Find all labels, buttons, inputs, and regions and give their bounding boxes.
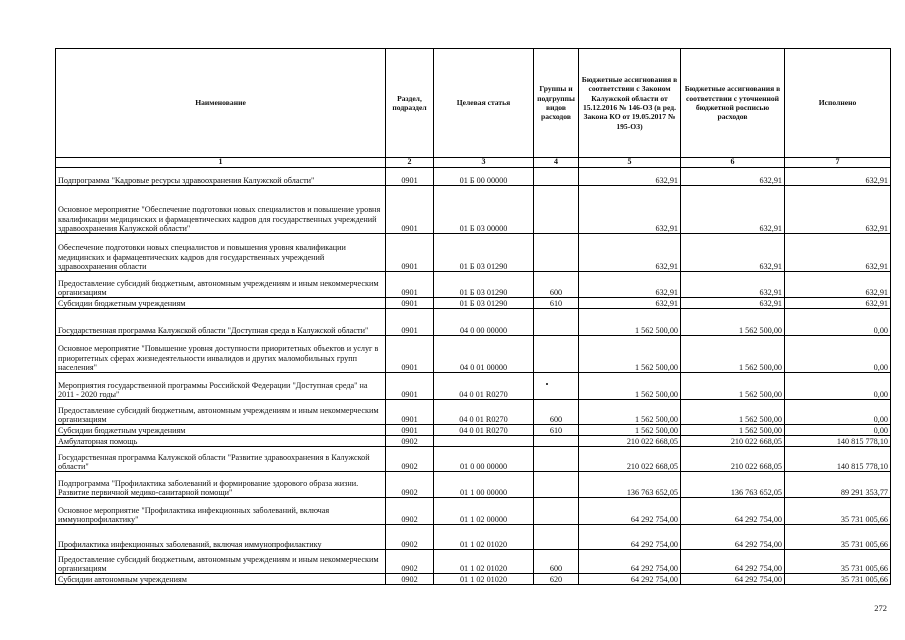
row-group bbox=[534, 309, 579, 336]
row-law-amount: 1 562 500,00 bbox=[579, 336, 681, 373]
row-group bbox=[534, 447, 579, 472]
row-law-amount: 632,91 bbox=[579, 168, 681, 186]
row-executed-amount: 35 731 005,66 bbox=[785, 525, 891, 550]
row-refined-amount: 632,91 bbox=[681, 186, 785, 234]
row-name: Субсидии бюджетным учреждениям bbox=[56, 298, 386, 309]
row-executed-amount: 0,00 bbox=[785, 336, 891, 373]
table-row bbox=[56, 525, 891, 550]
column-number-row bbox=[56, 158, 891, 168]
row-executed-amount: 0,00 bbox=[785, 309, 891, 336]
row-group bbox=[534, 436, 579, 447]
row-name: Субсидии автономным учреждениям bbox=[56, 574, 386, 585]
row-section: 0901 bbox=[386, 309, 434, 336]
table-row bbox=[56, 373, 891, 400]
table-row bbox=[56, 298, 891, 309]
table-row bbox=[56, 186, 891, 234]
row-article: 04 0 01 00000 bbox=[434, 336, 534, 373]
row-refined-amount: 64 292 754,00 bbox=[681, 498, 785, 525]
row-group bbox=[534, 186, 579, 234]
row-law-amount: 632,91 bbox=[579, 186, 681, 234]
row-executed-amount: 140 815 778,10 bbox=[785, 447, 891, 472]
row-article bbox=[434, 436, 534, 447]
table-row bbox=[56, 550, 891, 574]
row-refined-amount: 632,91 bbox=[681, 168, 785, 186]
row-section: 0901 bbox=[386, 298, 434, 309]
row-refined-amount: 632,91 bbox=[681, 298, 785, 309]
row-section: 0901 bbox=[386, 168, 434, 186]
header-law-allocations: Бюджетные ассигнования в соответствии с Законом Калужской области от 15.12.2016 № 146-ОЗ (в ред. Закона КО от 19.05.2017 № 195-ОЗ) bbox=[579, 49, 681, 158]
row-group bbox=[534, 525, 579, 550]
row-article: 01 1 02 01020 bbox=[434, 550, 534, 574]
row-name: Предоставление субсидий бюджетным, автономным учреждениям и иным некоммерческим организациям bbox=[56, 272, 386, 298]
row-law-amount: 64 292 754,00 bbox=[579, 550, 681, 574]
row-group bbox=[534, 336, 579, 373]
row-article: 04 0 01 R0270 bbox=[434, 373, 534, 400]
row-executed-amount: 632,91 bbox=[785, 272, 891, 298]
row-name: Мероприятия государственной программы Российской Федерации "Доступная среда" на 2011 - 2020 годы" bbox=[56, 373, 386, 400]
row-name: Подпрограмма "Кадровые ресурсы здравоохранения Калужской области" bbox=[56, 168, 386, 186]
row-law-amount: 1 562 500,00 bbox=[579, 425, 681, 436]
table-row bbox=[56, 309, 891, 336]
column-number: 6 bbox=[681, 158, 785, 168]
row-refined-amount: 64 292 754,00 bbox=[681, 525, 785, 550]
header-target-article: Целевая статья bbox=[434, 49, 534, 158]
table-row bbox=[56, 400, 891, 425]
row-article: 01 Б 03 01290 bbox=[434, 272, 534, 298]
row-law-amount: 1 562 500,00 bbox=[579, 309, 681, 336]
row-name: Предоставление субсидий бюджетным, автономным учреждениям и иным некоммерческим организациям bbox=[56, 400, 386, 425]
row-group: 600 bbox=[534, 550, 579, 574]
row-law-amount: 64 292 754,00 bbox=[579, 498, 681, 525]
row-section: 0902 bbox=[386, 447, 434, 472]
row-article: 04 0 01 R0270 bbox=[434, 425, 534, 436]
row-executed-amount: 140 815 778,10 bbox=[785, 436, 891, 447]
header-name: Наименование bbox=[56, 49, 386, 158]
column-number: 1 bbox=[56, 158, 386, 168]
row-executed-amount: 89 291 353,77 bbox=[785, 472, 891, 498]
row-group: 620 bbox=[534, 574, 579, 585]
row-section: 0901 bbox=[386, 186, 434, 234]
budget-execution-table bbox=[55, 48, 891, 585]
row-group bbox=[534, 472, 579, 498]
row-law-amount: 632,91 bbox=[579, 234, 681, 272]
row-article: 01 1 02 01020 bbox=[434, 525, 534, 550]
row-group: 610 bbox=[534, 298, 579, 309]
row-name: Государственная программа Калужской области "Развитие здравоохранения в Калужской области" bbox=[56, 447, 386, 472]
scan-speck bbox=[546, 383, 548, 385]
row-refined-amount: 632,91 bbox=[681, 272, 785, 298]
row-name: Амбулаторная помощь bbox=[56, 436, 386, 447]
row-law-amount: 210 022 668,05 bbox=[579, 447, 681, 472]
row-article: 01 Б 03 00000 bbox=[434, 186, 534, 234]
table-row bbox=[56, 234, 891, 272]
row-executed-amount: 0,00 bbox=[785, 400, 891, 425]
row-name: Подпрограмма "Профилактика заболеваний и формирование здорового образа жизни. Развитие первичной медико-санитарной помощи" bbox=[56, 472, 386, 498]
row-executed-amount: 0,00 bbox=[785, 373, 891, 400]
row-section: 0901 bbox=[386, 425, 434, 436]
table-header-row bbox=[56, 49, 891, 158]
row-name: Профилактика инфекционных заболеваний, включая иммунопрофилактику bbox=[56, 525, 386, 550]
row-section: 0901 bbox=[386, 234, 434, 272]
row-refined-amount: 1 562 500,00 bbox=[681, 425, 785, 436]
table-row bbox=[56, 168, 891, 186]
header-executed: Исполнено bbox=[785, 49, 891, 158]
row-law-amount: 1 562 500,00 bbox=[579, 400, 681, 425]
row-refined-amount: 1 562 500,00 bbox=[681, 373, 785, 400]
row-name: Основное мероприятие "Обеспечение подготовки новых специалистов и повышение уровня квалификации медицинских и фармацевтических кадров для государственных учреждений здравоохранения Калужской области" bbox=[56, 186, 386, 234]
column-number: 7 bbox=[785, 158, 891, 168]
row-name: Государственная программа Калужской области "Доступная среда в Калужской области" bbox=[56, 309, 386, 336]
row-executed-amount: 0,00 bbox=[785, 425, 891, 436]
row-refined-amount: 1 562 500,00 bbox=[681, 336, 785, 373]
row-refined-amount: 210 022 668,05 bbox=[681, 436, 785, 447]
row-article: 04 0 00 00000 bbox=[434, 309, 534, 336]
row-group: 610 bbox=[534, 425, 579, 436]
row-law-amount: 64 292 754,00 bbox=[579, 525, 681, 550]
row-name: Субсидии бюджетным учреждениям bbox=[56, 425, 386, 436]
row-refined-amount: 64 292 754,00 bbox=[681, 550, 785, 574]
row-group bbox=[534, 234, 579, 272]
row-section: 0901 bbox=[386, 272, 434, 298]
row-article: 01 1 02 00000 bbox=[434, 498, 534, 525]
row-section: 0902 bbox=[386, 436, 434, 447]
row-executed-amount: 632,91 bbox=[785, 186, 891, 234]
row-section: 0901 bbox=[386, 336, 434, 373]
row-law-amount: 136 763 652,05 bbox=[579, 472, 681, 498]
row-section: 0902 bbox=[386, 574, 434, 585]
row-law-amount: 632,91 bbox=[579, 272, 681, 298]
row-group bbox=[534, 498, 579, 525]
table-row bbox=[56, 498, 891, 525]
row-article: 01 1 00 00000 bbox=[434, 472, 534, 498]
row-name: Предоставление субсидий бюджетным, автономным учреждениям и иным некоммерческим организациям bbox=[56, 550, 386, 574]
row-section: 0902 bbox=[386, 525, 434, 550]
column-number: 3 bbox=[434, 158, 534, 168]
row-section: 0902 bbox=[386, 550, 434, 574]
row-refined-amount: 210 022 668,05 bbox=[681, 447, 785, 472]
row-executed-amount: 632,91 bbox=[785, 168, 891, 186]
row-refined-amount: 64 292 754,00 bbox=[681, 574, 785, 585]
row-executed-amount: 632,91 bbox=[785, 298, 891, 309]
row-executed-amount: 632,91 bbox=[785, 234, 891, 272]
page-number: 272 bbox=[874, 603, 887, 613]
row-executed-amount: 35 731 005,66 bbox=[785, 550, 891, 574]
row-refined-amount: 136 763 652,05 bbox=[681, 472, 785, 498]
table-row bbox=[56, 436, 891, 447]
header-section: Раздел, подраздел bbox=[386, 49, 434, 158]
row-article: 01 Б 03 01290 bbox=[434, 234, 534, 272]
row-article: 01 Б 00 00000 bbox=[434, 168, 534, 186]
row-law-amount: 1 562 500,00 bbox=[579, 373, 681, 400]
budget-report-page bbox=[55, 48, 890, 585]
row-name: Основное мероприятие "Профилактика инфекционных заболеваний, включая иммунопрофилактику" bbox=[56, 498, 386, 525]
table-row bbox=[56, 574, 891, 585]
column-number: 2 bbox=[386, 158, 434, 168]
row-group: 600 bbox=[534, 272, 579, 298]
row-law-amount: 632,91 bbox=[579, 298, 681, 309]
row-group bbox=[534, 373, 579, 400]
row-article: 01 Б 03 01290 bbox=[434, 298, 534, 309]
row-article: 01 1 02 01020 bbox=[434, 574, 534, 585]
row-law-amount: 210 022 668,05 bbox=[579, 436, 681, 447]
table-row bbox=[56, 472, 891, 498]
table-row bbox=[56, 272, 891, 298]
row-article: 01 0 00 00000 bbox=[434, 447, 534, 472]
row-group: 600 bbox=[534, 400, 579, 425]
row-refined-amount: 1 562 500,00 bbox=[681, 309, 785, 336]
row-section: 0901 bbox=[386, 373, 434, 400]
column-number: 5 bbox=[579, 158, 681, 168]
table-row bbox=[56, 447, 891, 472]
row-refined-amount: 1 562 500,00 bbox=[681, 400, 785, 425]
row-name: Обеспечение подготовки новых специалистов и повышения уровня квалификации медицинских и фармацевтических кадров для государственных учреждений здравоохранения области bbox=[56, 234, 386, 272]
header-expense-groups: Группы и подгруппы видов расходов bbox=[534, 49, 579, 158]
row-executed-amount: 35 731 005,66 bbox=[785, 498, 891, 525]
table-row bbox=[56, 425, 891, 436]
row-refined-amount: 632,91 bbox=[681, 234, 785, 272]
column-number: 4 bbox=[534, 158, 579, 168]
row-name: Основное мероприятие "Повышение уровня доступности приоритетных объектов и услуг в приоритетных сферах жизнедеятельности инвалидов и других маломобильных групп населения" bbox=[56, 336, 386, 373]
row-group bbox=[534, 168, 579, 186]
table-row bbox=[56, 336, 891, 373]
row-executed-amount: 35 731 005,66 bbox=[785, 574, 891, 585]
row-article: 04 0 01 R0270 bbox=[434, 400, 534, 425]
header-refined-allocations: Бюджетные ассигнования в соответствии с уточненной бюджетной росписью расходов bbox=[681, 49, 785, 158]
row-section: 0902 bbox=[386, 472, 434, 498]
row-section: 0902 bbox=[386, 498, 434, 525]
row-section: 0901 bbox=[386, 400, 434, 425]
row-law-amount: 64 292 754,00 bbox=[579, 574, 681, 585]
